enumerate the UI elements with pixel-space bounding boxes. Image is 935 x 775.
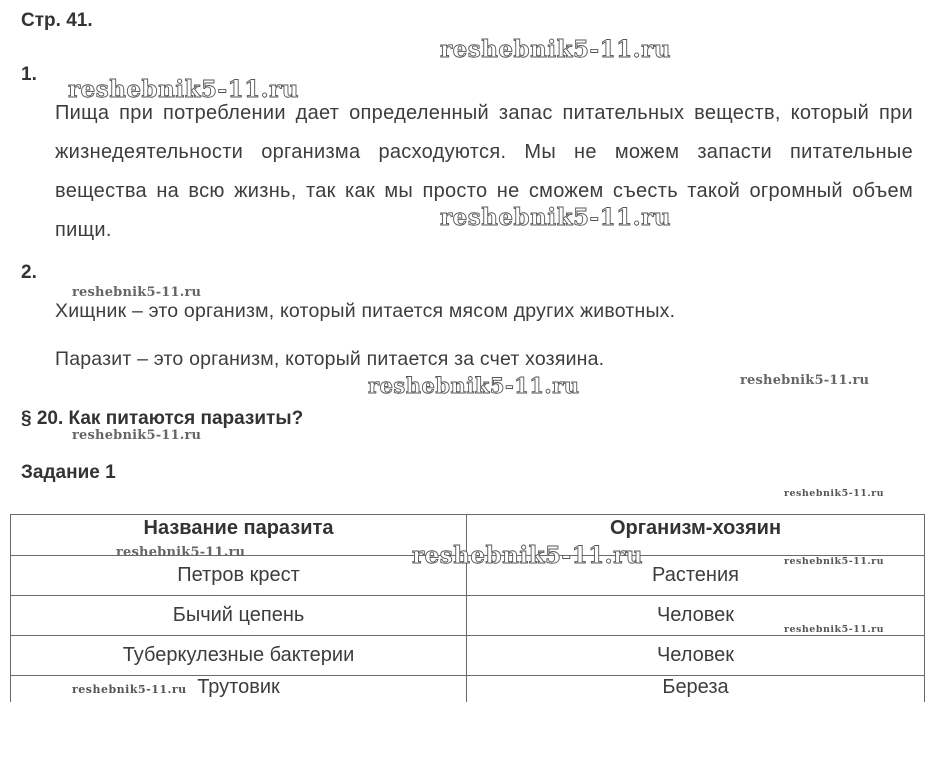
watermark: reshebnik5-11.ru <box>784 624 885 635</box>
question-2-line-1: Хищник – это организм, который питается мясом других животных. <box>55 300 676 322</box>
watermark: reshebnik5-11.ru <box>72 683 187 696</box>
section-title: § 20. Как питаются паразиты? <box>21 408 304 429</box>
watermark: reshebnik5-11.ru <box>116 545 246 560</box>
table-row <box>11 636 925 676</box>
host-cell: Человек <box>467 636 925 676</box>
watermark: reshebnik5-11.ru <box>784 556 885 567</box>
page-bottom-blank <box>0 702 935 775</box>
host-cell: Береза <box>467 676 925 716</box>
column-header-parasite: Название паразита <box>11 515 467 556</box>
watermark: reshebnik5-11.ru <box>440 204 671 231</box>
parasite-cell: Трутовик <box>11 676 467 716</box>
parasite-cell: Бычий цепень <box>11 596 467 636</box>
watermark: reshebnik5-11.ru <box>740 373 870 388</box>
question-1-number: 1. <box>21 64 37 85</box>
host-cell: Человек <box>467 596 925 636</box>
watermark: reshebnik5-11.ru <box>440 36 671 63</box>
question-2-number: 2. <box>21 262 37 283</box>
watermark: reshebnik5-11.ru <box>368 373 580 398</box>
watermark: reshebnik5-11.ru <box>68 76 299 103</box>
watermark: reshebnik5-11.ru <box>412 542 643 569</box>
parasite-cell: Туберкулезные бактерии <box>11 636 467 676</box>
question-1-answer: Пища при потреблении дает определенный запас питательных веществ, который при жизнедеятельности организма расходуются. Мы не можем запасти питательные вещества на всю жизнь, так как мы просто не сможем съесть такой огромный объем пищи. <box>55 102 913 241</box>
host-cell: Растения <box>467 556 925 596</box>
column-header-host: Организм-хозяин <box>467 515 925 556</box>
question-2-line-2: Паразит – это организм, который питается за счет хозяина. <box>55 348 605 370</box>
task-title: Задание 1 <box>21 462 116 483</box>
page-number: Стр. 41. <box>21 10 93 31</box>
parasite-cell: Петров крест <box>11 556 467 596</box>
watermark: reshebnik5-11.ru <box>72 428 202 443</box>
watermark: reshebnik5-11.ru <box>72 285 202 300</box>
watermark: reshebnik5-11.ru <box>784 488 885 499</box>
